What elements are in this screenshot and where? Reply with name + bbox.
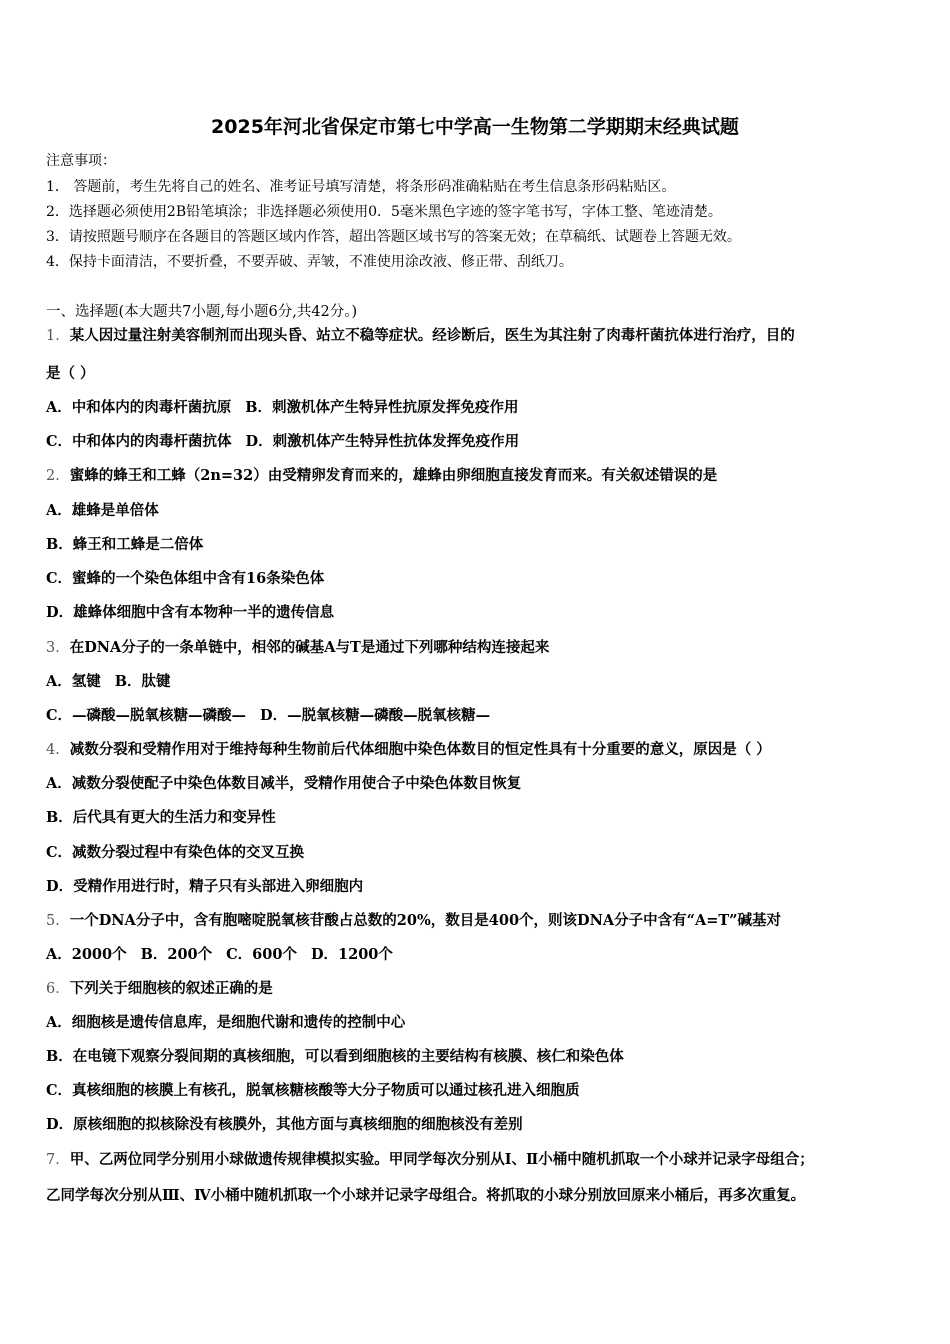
question-text: 蜜蜂的蜂王和工蜂（2n=32）由受精卵发育而来的，雄蜂由卵细胞直接发育而来。有关叙述错误的是 [69, 467, 718, 484]
question-1-continued [46, 364, 95, 384]
notice-item-4: 4．保持卡面清洁，不要折叠，不要弄破、弄皱，不准使用涂改液、修正带、刮纸刀。 [46, 254, 573, 270]
question-text: 下列关于细胞核的叙述正确的是 [69, 980, 273, 997]
question-number: 7． [46, 1152, 70, 1168]
question-number: 6． [46, 981, 70, 997]
question-5 [46, 911, 781, 931]
question-3 [46, 638, 549, 658]
option-b[interactable]: B．后代具有更大的生活力和变异性 [46, 809, 276, 826]
option-b[interactable]: B．肽键 [114, 673, 171, 690]
option-c[interactable]: C．蜜蜂的一个染色体组中含有16条染色体 [46, 570, 325, 587]
option-c[interactable]: C．减数分裂过程中有染色体的交叉互换 [46, 844, 305, 861]
option-a[interactable]: A．氢键 [46, 673, 101, 690]
question-text-continued: 是（ ） [46, 365, 95, 382]
notice-item-3: 3．请按照题号顺序在各题目的答题区域内作答，超出答题区域书写的答案无效；在草稿纸、试题卷上答题无效。 [46, 229, 741, 245]
question-4 [46, 740, 771, 760]
option-c[interactable]: C．—磷酸—脱氧核糖—磷酸— [46, 707, 247, 724]
question-text: 某人因过量注射美容制剂而出现头昏、站立不稳等症状。经诊断后，医生为其注射了肉毒杆菌抗体进行治疗，目的 [69, 327, 795, 344]
question-7-continued [46, 1186, 805, 1206]
question-3-options-row-2 [46, 706, 490, 726]
question-text: 在DNA分子的一条单链中，相邻的碱基A与T是通过下列哪种结构连接起来 [69, 639, 550, 656]
option-d[interactable]: D．—脱氧核糖—磷酸—脱氧核糖— [260, 707, 491, 724]
option-d[interactable]: D．1200个 [310, 946, 393, 963]
question-1-options-row-2 [46, 432, 519, 452]
option-b[interactable]: B．在电镜下观察分裂间期的真核细胞，可以看到细胞核的主要结构有核膜、核仁和染色体 [46, 1048, 624, 1065]
option-d[interactable]: D．雄蜂体细胞中含有本物种一半的遗传信息 [46, 604, 335, 621]
option-d[interactable]: D．原核细胞的拟核除没有核膜外，其他方面与真核细胞的细胞核没有差别 [46, 1116, 523, 1133]
option-a[interactable]: A．中和体内的肉毒杆菌抗原 [46, 399, 232, 416]
section-heading: 一、选择题(本大题共7小题,每小题6分,共42分。) [46, 304, 358, 320]
question-number: 4． [46, 742, 70, 758]
question-2 [46, 466, 717, 486]
question-number: 2． [46, 468, 70, 484]
question-5-options [46, 945, 393, 965]
option-b[interactable]: B．200个 [140, 946, 213, 963]
question-6 [46, 979, 273, 999]
page-title: 2025年河北省保定市第七中学高一生物第二学期期末经典试题 [211, 116, 739, 138]
question-number: 1． [46, 328, 70, 344]
option-a[interactable]: A．2000个 [46, 946, 127, 963]
option-a[interactable]: A．减数分裂使配子中染色体数目减半，受精作用使合子中染色体数目恢复 [46, 775, 522, 792]
option-a[interactable]: A．雄蜂是单倍体 [46, 502, 159, 519]
option-d[interactable]: D．刺激机体产生特异性抗体发挥免疫作用 [245, 433, 520, 450]
option-d[interactable]: D．受精作用进行时，精子只有头部进入卵细胞内 [46, 878, 364, 895]
option-c[interactable]: C．600个 [226, 946, 297, 963]
option-c[interactable]: C．真核细胞的核膜上有核孔，脱氧核糖核酸等大分子物质可以通过核孔进入细胞质 [46, 1082, 580, 1099]
notice-heading: 注意事项： [46, 153, 116, 169]
option-a[interactable]: A．细胞核是遗传信息库，是细胞代谢和遗传的控制中心 [46, 1014, 406, 1031]
question-3-options-row-1 [46, 672, 171, 692]
question-text: 减数分裂和受精作用对于维持每种生物前后代体细胞中染色体数目的恒定性具有十分重要的意义，原因是（ ） [69, 741, 771, 758]
question-text: 一个DNA分子中，含有胞嘧啶脱氧核苷酸占总数的20%，数目是400个，则该DNA分子中含有“A=T”碱基对 [69, 912, 781, 929]
option-b[interactable]: B．刺激机体产生特异性抗原发挥免疫作用 [245, 399, 519, 416]
question-7 [46, 1150, 814, 1170]
question-text-continued: 乙同学每次分别从Ⅲ、Ⅳ小桶中随机抓取一个小球并记录字母组合。将抓取的小球分别放回原来小桶后，再多次重复。 [46, 1187, 806, 1204]
option-c[interactable]: C．中和体内的肉毒杆菌抗体 [46, 433, 232, 450]
question-1 [46, 326, 795, 346]
question-text: 甲、乙两位同学分别用小球做遗传规律模拟实验。甲同学每次分别从Ⅰ、Ⅱ小桶中随机抓取一个小球并记录字母组合； [69, 1151, 814, 1168]
question-1-options-row-1 [46, 398, 519, 418]
option-b[interactable]: B．蜂王和工蜂是二倍体 [46, 536, 204, 553]
question-number: 3． [46, 640, 70, 656]
notice-item-1: 1． 答题前，考生先将自己的姓名、准考证号填写清楚，将条形码准确粘贴在考生信息条形码粘贴区。 [46, 179, 676, 195]
question-number: 5． [46, 913, 70, 929]
notice-item-2: 2．选择题必须使用2B铅笔填涂；非选择题必须使用0．5毫米黑色字迹的签字笔书写，字体工整、笔迹清楚。 [46, 204, 722, 220]
